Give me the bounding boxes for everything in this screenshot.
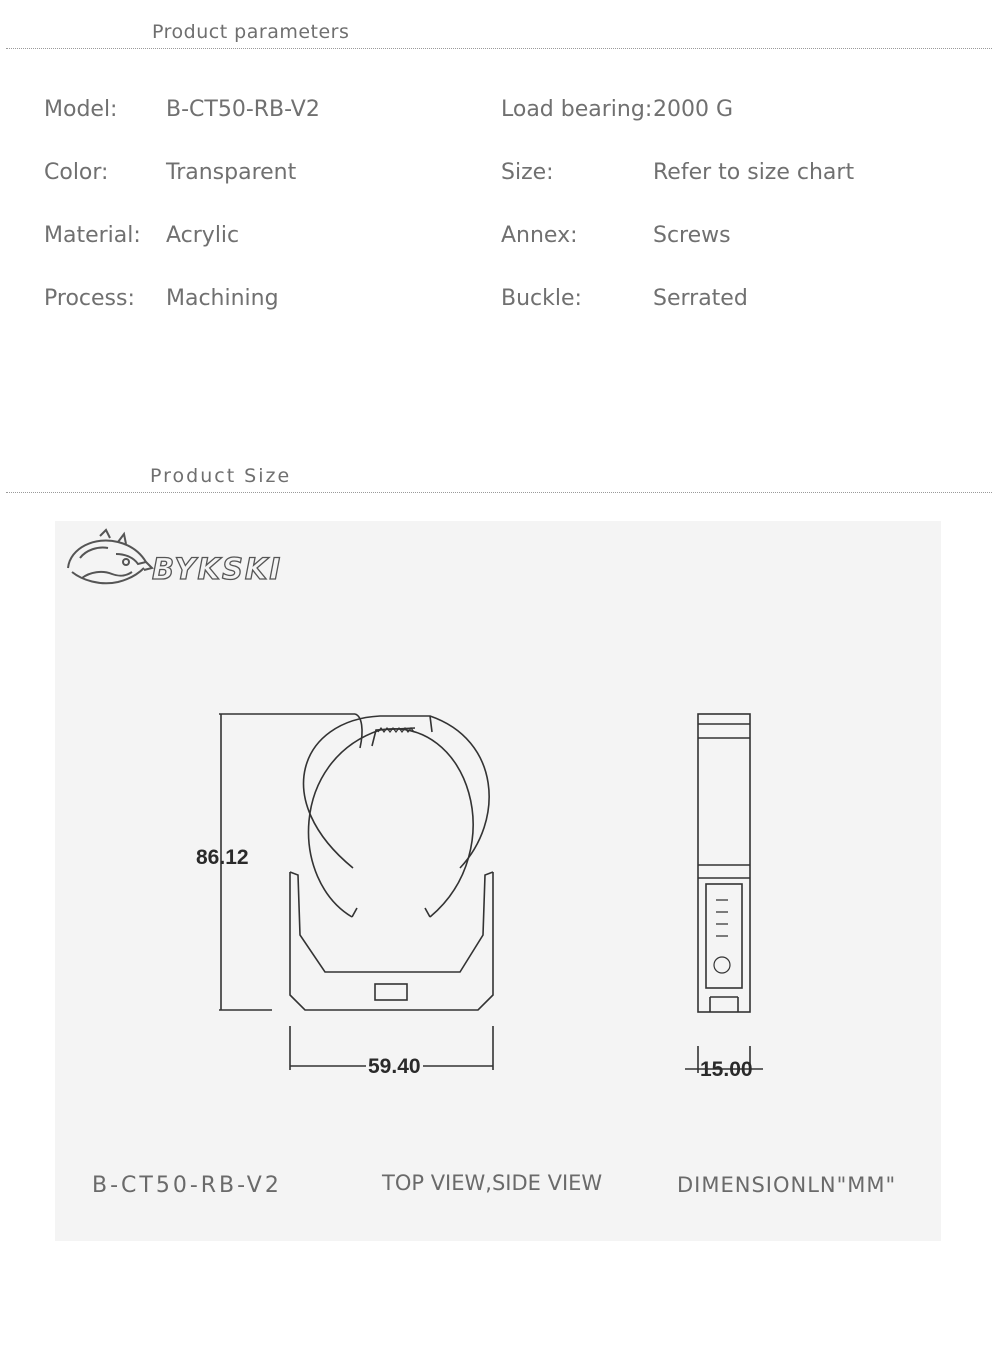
process-value: Machining [166,286,279,311]
width-dimension-label: 59.40 [368,1055,421,1078]
model-label: Model: [44,97,118,122]
size-label: Size: [501,160,554,185]
brand-logo-text: BYKSKI [152,552,283,586]
model-caption: B-CT50-RB-V2 [92,1173,282,1198]
material-value: Acrylic [166,223,240,248]
annex-label: Annex: [501,223,578,248]
size-value: Refer to size chart [653,160,855,185]
load-bearing-label: Load bearing: [501,97,653,122]
view-caption: TOP VIEW,SIDE VIEW [382,1171,603,1195]
material-label: Material: [44,223,141,248]
size-section-title: Product Size [150,465,292,487]
unit-caption: DIMENSIONLN"MM" [677,1173,897,1197]
load-bearing-value: 2000 G [653,97,734,122]
depth-dimension-label: 15.00 [700,1058,753,1081]
height-dimension-label: 86.12 [196,846,249,869]
parameters-section-title: Product parameters [152,21,350,43]
color-label: Color: [44,160,109,185]
buckle-value: Serrated [653,286,748,311]
model-value: B-CT50-RB-V2 [166,97,320,122]
buckle-label: Buckle: [501,286,582,311]
process-label: Process: [44,286,135,311]
clip-top-view [304,716,490,868]
color-value: Transparent [166,160,297,185]
annex-value: Screws [653,223,731,248]
